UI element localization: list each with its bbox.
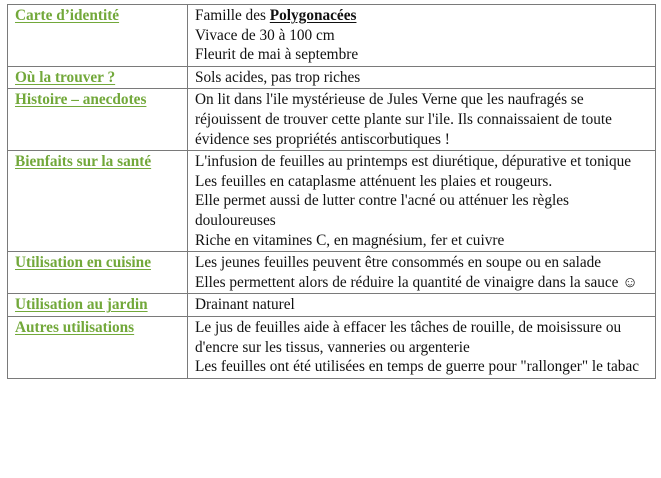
content-other xyxy=(188,316,656,378)
history-line: On lit dans l'ile mystérieuse de Jules Verne que les naufragés se réjouissent de trouver cette plante sur l'ile. Ils connaissaient de toute évidence ses propriétés antiscorbutiques ! xyxy=(195,91,612,148)
identity-line: Vivace de 30 à 100 cm xyxy=(195,26,335,44)
content-health xyxy=(188,151,656,252)
garden-line: Drainant naturel xyxy=(195,296,295,314)
content-garden xyxy=(188,294,656,317)
label-health: Bienfaits sur la santé xyxy=(8,151,188,252)
label-where: Où la trouver ? xyxy=(8,66,188,89)
family-prefix: Famille des xyxy=(195,7,270,24)
row-where xyxy=(8,66,656,89)
label-identity: Carte d’identité xyxy=(8,5,188,67)
health-line: Les feuilles en cataplasme atténuent les plaies et rougeurs. xyxy=(195,172,553,190)
content-history xyxy=(188,89,656,151)
family-line xyxy=(195,6,649,26)
plant-info-table xyxy=(7,4,656,379)
label-history: Histoire – anecdotes xyxy=(8,89,188,151)
row-garden xyxy=(8,294,656,317)
row-other xyxy=(8,316,656,378)
other-line: Les feuilles ont été utilisées en temps de guerre pour "rallonger" le tabac xyxy=(195,358,640,376)
label-other: Autres utilisations xyxy=(8,316,188,378)
label-garden: Utilisation au jardin xyxy=(8,294,188,317)
family-name: Polygonacées xyxy=(269,7,357,24)
where-line: Sols acides, pas trop riches xyxy=(195,68,361,86)
label-kitchen: Utilisation en cuisine xyxy=(8,252,188,294)
kitchen-line: Les jeunes feuilles peuvent être consommés en soupe ou en salade xyxy=(195,254,602,272)
identity-line: Fleurit de mai à septembre xyxy=(195,46,359,64)
content-kitchen xyxy=(188,252,656,294)
kitchen-line: Elles permettent alors de réduire la quantité de vinaigre dans la sauce ☺ xyxy=(195,273,638,291)
row-health xyxy=(8,151,656,252)
health-line: Elle permet aussi de lutter contre l'acné ou atténuer les règles douloureuses xyxy=(195,192,569,229)
content-where xyxy=(188,66,656,89)
row-history xyxy=(8,89,656,151)
row-kitchen xyxy=(8,252,656,294)
row-identity xyxy=(8,5,656,67)
health-line: L'infusion de feuilles au printemps est diurétique, dépurative et tonique xyxy=(195,153,632,171)
other-line: Le jus de feuilles aide à effacer les tâches de rouille, de moisissure ou d'encre sur les tissus, vanneries ou argenterie xyxy=(195,318,622,356)
health-line: Riche en vitamines C, en magnésium, fer et cuivre xyxy=(195,231,505,249)
content-identity xyxy=(188,5,656,67)
